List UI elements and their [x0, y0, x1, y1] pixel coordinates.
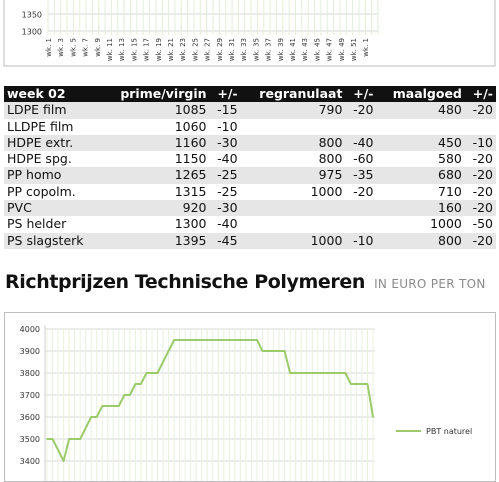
table-cell: -30: [210, 200, 241, 216]
table-cell: -20: [465, 167, 496, 183]
top-chart-x-tick: wk. 33: [240, 38, 249, 62]
top-chart-x-tick: wk. 43: [301, 38, 310, 62]
data-point: [339, 372, 341, 374]
top-chart-x-tick: wk. 15: [130, 38, 139, 62]
data-point: [124, 394, 126, 396]
table-cell: -30: [210, 135, 241, 151]
table-cell: -20: [465, 200, 496, 216]
material-name: PP copolm.: [4, 184, 101, 200]
data-point: [295, 372, 297, 374]
table-cell: [465, 119, 496, 135]
table-cell: [377, 119, 465, 135]
data-point: [129, 394, 131, 396]
top-chart-x-tick: wk. 13: [118, 38, 127, 62]
data-point: [322, 372, 324, 374]
table-cell: [345, 200, 376, 216]
table-cell: 160: [377, 200, 465, 216]
legend: [396, 427, 472, 436]
data-point: [278, 350, 280, 352]
material-name: LLDPE film: [4, 119, 101, 135]
table-cell: -20: [465, 184, 496, 200]
data-point: [162, 361, 164, 363]
data-point: [356, 383, 358, 385]
table-row: [4, 151, 496, 167]
table-header-cell: prime/virgin: [101, 86, 209, 102]
data-point: [328, 372, 330, 374]
data-point: [140, 383, 142, 385]
table-header-cell: regranulaat: [241, 86, 346, 102]
table-cell: 1000: [241, 233, 346, 249]
table-row: [4, 233, 496, 249]
section-heading: [5, 271, 486, 293]
legend-label: PBT naturel: [426, 427, 473, 436]
table-cell: -20: [345, 184, 376, 200]
data-point: [113, 405, 115, 407]
table-cell: 1315: [101, 184, 209, 200]
table-cell: [345, 119, 376, 135]
data-point: [206, 339, 208, 341]
table-header-row: [4, 86, 496, 102]
top-chart-x-tick: wk. 25: [191, 38, 200, 62]
top-chart-x-tick: wk. 41: [289, 38, 297, 62]
data-point: [345, 372, 347, 374]
data-point: [146, 372, 148, 374]
table-cell: 800: [241, 151, 346, 167]
table-row: [4, 102, 496, 118]
table-cell: 920: [101, 200, 209, 216]
data-point: [311, 372, 313, 374]
table-cell: -25: [210, 184, 241, 200]
top-chart-x-tick: wk. 29: [215, 38, 224, 62]
table-cell: [241, 119, 346, 135]
data-point: [217, 339, 219, 341]
data-point: [85, 427, 87, 429]
table-cell: -15: [210, 102, 241, 118]
data-point: [96, 416, 98, 418]
data-point: [245, 339, 247, 341]
material-name: LDPE film: [4, 102, 101, 118]
top-chart-x-tick: wk. 19: [154, 38, 163, 62]
pbt-price-chart: [5, 313, 495, 481]
table-cell: -50: [465, 216, 496, 232]
data-point: [212, 339, 214, 341]
table-cell: -40: [345, 135, 376, 151]
top-chart-x-tick: wk. 49: [337, 38, 346, 62]
table-cell: -40: [210, 216, 241, 232]
table-cell: 1000: [377, 216, 465, 232]
data-point: [240, 339, 242, 341]
top-chart-x-tick: wk. 1: [362, 38, 371, 57]
data-point: [118, 405, 120, 407]
top-chart-x-tick: wk. 17: [142, 38, 151, 62]
data-point: [367, 383, 369, 385]
data-point: [350, 383, 352, 385]
table-cell: 480: [377, 102, 465, 118]
data-point: [68, 438, 70, 440]
table-row: [4, 135, 496, 151]
table-cell: 710: [377, 184, 465, 200]
data-point: [179, 339, 181, 341]
y-tick-label: 4000: [19, 325, 40, 334]
table-cell: 1160: [101, 135, 209, 151]
table-row: [4, 119, 496, 135]
data-point: [229, 339, 231, 341]
material-name: HDPE spg.: [4, 151, 101, 167]
y-tick-label: 3800: [19, 369, 40, 378]
table-header-cell: +/-: [210, 86, 241, 102]
table-cell: -10: [345, 233, 376, 249]
y-tick-label: 3700: [19, 391, 40, 400]
data-point: [262, 350, 264, 352]
table-row: [4, 200, 496, 216]
table-cell: 975: [241, 167, 346, 183]
top-chart-x-tick: wk. 37: [264, 38, 273, 62]
data-point: [195, 339, 197, 341]
table-cell: 1395: [101, 233, 209, 249]
table-header-cell: maalgoed: [377, 86, 465, 102]
table-cell: 790: [241, 102, 346, 118]
top-chart-x-tick: wk. 9: [93, 38, 102, 57]
table-cell: -20: [465, 102, 496, 118]
data-point: [317, 372, 319, 374]
table-cell: -20: [345, 102, 376, 118]
top-chart-x-tick: wk. 21: [167, 38, 175, 62]
table-cell: 800: [377, 233, 465, 249]
table-cell: 450: [377, 135, 465, 151]
table-row: [4, 216, 496, 232]
table-cell: 1300: [101, 216, 209, 232]
material-name: PS helder: [4, 216, 101, 232]
data-point: [372, 416, 374, 418]
y-tick-label: 3600: [19, 413, 40, 422]
table-cell: 1000: [241, 184, 346, 200]
table-cell: -35: [345, 167, 376, 183]
table-cell: [241, 200, 346, 216]
data-point: [79, 438, 81, 440]
data-point: [256, 339, 258, 341]
top-chart-x-tick: wk. 45: [313, 38, 322, 62]
top-chart-x-tick: wk. 5: [69, 38, 78, 57]
table-cell: 580: [377, 151, 465, 167]
data-point: [63, 460, 65, 462]
table-body: [4, 102, 496, 249]
table-row: [4, 167, 496, 183]
data-point: [46, 438, 48, 440]
table-header-cell: +/-: [345, 86, 376, 102]
top-chart-x-tick: wk. 7: [81, 38, 90, 57]
data-point: [361, 383, 363, 385]
data-point: [201, 339, 203, 341]
material-name: PP homo: [4, 167, 101, 183]
top-chart-x-tick: wk. 39: [276, 38, 285, 62]
table-cell: -45: [210, 233, 241, 249]
top-chart-x-tick: wk. 3: [57, 37, 66, 57]
section-unit: IN EURO PER TON: [374, 277, 486, 291]
series-line-pbt-naturel: [47, 340, 373, 461]
table-cell: [345, 216, 376, 232]
top-chart-x-tick: wk. 27: [203, 38, 212, 62]
data-point: [190, 339, 192, 341]
data-point: [168, 350, 170, 352]
data-point: [300, 372, 302, 374]
table-cell: -10: [465, 135, 496, 151]
top-chart-x-tick: wk. 23: [179, 38, 188, 62]
data-point: [184, 339, 186, 341]
data-point: [151, 372, 153, 374]
data-point: [334, 372, 336, 374]
table-cell: 1085: [101, 102, 209, 118]
table-cell: -20: [465, 233, 496, 249]
top-chart-border: [4, 0, 495, 66]
table-header-cell: week 02: [4, 86, 101, 102]
table-cell: -60: [345, 151, 376, 167]
data-point: [223, 339, 225, 341]
data-point: [107, 405, 109, 407]
price-chart-frame: [4, 312, 496, 482]
data-point: [101, 405, 103, 407]
table-cell: -40: [210, 151, 241, 167]
table-cell: -25: [210, 167, 241, 183]
data-point: [157, 372, 159, 374]
data-point: [57, 449, 59, 451]
top-chart-y-tick: 1300: [21, 27, 42, 37]
top-chart-x-tick: wk. 1: [45, 38, 53, 57]
table-cell: 800: [241, 135, 346, 151]
top-chart-x-tick: wk. 51: [350, 38, 358, 62]
table-cell: -20: [465, 151, 496, 167]
table-cell: -10: [210, 119, 241, 135]
data-point: [289, 372, 291, 374]
data-point: [173, 339, 175, 341]
data-point: [267, 350, 269, 352]
table-row: [4, 184, 496, 200]
y-tick-label: 3900: [19, 347, 40, 356]
material-name: HDPE extr.: [4, 135, 101, 151]
top-chart-x-tick: wk. 47: [325, 38, 334, 62]
data-point: [135, 383, 137, 385]
table-cell: 1265: [101, 167, 209, 183]
data-point: [52, 438, 54, 440]
table-cell: 1150: [101, 151, 209, 167]
y-tick-label: 3400: [19, 457, 40, 466]
material-name: PS slagsterk: [4, 233, 101, 249]
table-header-cell: +/-: [465, 86, 496, 102]
data-point: [273, 350, 275, 352]
y-tick-label: 3500: [19, 435, 40, 444]
data-point: [90, 416, 92, 418]
data-point: [234, 339, 236, 341]
data-point: [74, 438, 76, 440]
price-table: [4, 86, 496, 249]
table-cell: [241, 216, 346, 232]
top-chart-x-tick: wk. 31: [228, 38, 236, 62]
top-chart-y-tick: 1350: [21, 10, 42, 20]
material-name: PVC: [4, 200, 101, 216]
top-chart-x-tick: wk. 11: [106, 38, 114, 62]
top-chart-fragment: [0, 0, 499, 68]
section-title: Richtprijzen Technische Polymeren: [5, 271, 365, 293]
table-cell: 680: [377, 167, 465, 183]
data-point: [251, 339, 253, 341]
table-cell: 1060: [101, 119, 209, 135]
data-point: [306, 372, 308, 374]
data-point: [284, 350, 286, 352]
top-chart-x-tick: wk. 35: [252, 38, 261, 62]
